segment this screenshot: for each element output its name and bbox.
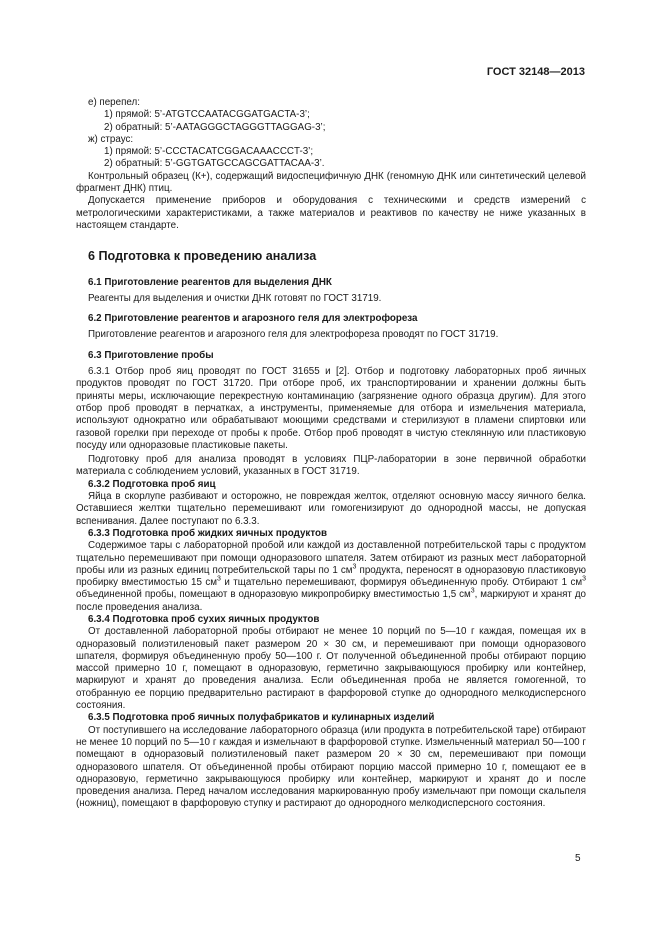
section-6-1-text: Реагенты для выделения и очистки ДНК готовят по ГОСТ 31719. — [88, 292, 382, 304]
section-6-1-title: 6.1 Приготовление реагентов для выделения ДНК — [88, 276, 332, 288]
text-run: Содержимое тары с лабораторной пробой или каждой из доставленной потребительской тары с продуктом тщательно перемешивают при помощи одноразового шпателя. Затем отбирают из разных мест лабораторной пробы или из разных единиц потребительской тары по 1 см — [76, 540, 586, 576]
superscript: 3 — [470, 588, 475, 596]
paragraph-equipment: Допускается применение приборов и оборудования с техническими и средств измерений с метрологическими характеристиками, а также материалов и реактивов по качеству не ниже указанных в настоящем стандарте. — [76, 195, 586, 231]
page-content — [76, 97, 586, 811]
section-6-3-1-text-2: Подготовку проб для анализа проводят в условиях ПЦР-лаборатории в зоне первичной обработки материала с соблюдением условий, указанных в ГОСТ 31719. — [76, 454, 586, 478]
paragraph-control-sample: Контрольный образец (К+), содержащий видоспецифичную ДНК (геномную ДНК или синтетический целевой фрагмент ДНК) птиц. — [76, 170, 586, 195]
section-6-3-5-title: 6.3.5 Подготовка проб яичных полуфабрикатов и кулинарных изделий — [88, 712, 435, 724]
section-6-3-4-text: От доставленной лабораторной пробы отбирают не менее 10 порций по 5—10 г каждая, помещая их в одноразовый полиэтиленовый пакет размером 20 × 30 см, и перемешивают при помощи одноразового шпателя, формируя объединенную пробу 50—100 г. От полученной объединенной пробы отбирают порцию массой примерно 10 г, помещают в одноразовую, герметично закрывающуюся пробирку или контейнер, маркируют и хранят до проведения анализа. Если объединенная проба не является гомогенной, то отобранную ее порцию предварительно растирают в фарфоровой ступке до однородного мелкодисперсного состояния. — [76, 626, 586, 712]
text-run: и тщательно перемешивают, формируя объединенную пробу. Отбирают 1 см — [220, 577, 583, 589]
list-item-quail: е) перепел: — [88, 97, 140, 108]
section-6-title: 6 Подготовка к проведению анализа — [88, 249, 317, 264]
section-6-3-3-title: 6.3.3 Подготовка проб жидких яичных продуктов — [88, 527, 328, 539]
superscript: 3 — [352, 563, 357, 571]
section-6-3-2-title: 6.3.2 Подготовка проб яиц — [88, 478, 216, 490]
primer-quail-reverse: 2) обратный: 5’-AATAGGGCTAGGGTTAGGAG-3’; — [104, 121, 326, 133]
section-6-2-text: Приготовление реагентов и агарозного геля для электрофореза проводят по ГОСТ 31719. — [88, 329, 499, 341]
page-number: 5 — [575, 853, 581, 864]
list-item-ostrich: ж) страус: — [88, 133, 134, 145]
primer-quail-forward: 1) прямой: 5’-ATGTCCAATACGGATGACTA-3’; — [104, 109, 310, 121]
primer-ostrich-forward: 1) прямой: 5’-CCCTACATCGGACAAACCCT-3’; — [104, 146, 314, 158]
text-run: объединенной пробы, помещают в одноразовую микропробирку вместимостью 1,5 см — [76, 589, 471, 601]
section-6-3-5-text: От поступившего на исследование лабораторного образца (или продукта в потребительской таре) отбирают не менее 10 порций по 5—10 г каждая и измельчают в фарфоровой ступке. Измельченный материал 50—100 г помещают в одноразовый полиэтиленовый пакет размером 20 × 30 см, перемешивают при помощи одноразового шпателя. От объединенной пробы отбирают порцию массой примерно 10 г, помещают ее в одноразовую, герметично закрывающуюся пробирку или контейнер, маркируют и хранят до и после проведения анализа. Перед началом исследования маркированную пробу измельчают при помощи скальпеля (ножниц), помещают в фарфоровую ступку и растирают до однородного мелкодисперсного состояния. — [76, 724, 586, 810]
section-6-3-3-text — [76, 540, 586, 614]
text-run: продукта, переносят в одноразовую пластиковую пробирку вместимостью 15 см — [76, 564, 586, 589]
superscript: 3 — [217, 575, 221, 583]
section-6-3-4-title: 6.3.4 Подготовка проб сухих яичных продуктов — [88, 613, 320, 625]
text-run: , маркируют и хранят до после проведения анализа. — [76, 589, 586, 613]
document-code: ГОСТ 32148—2013 — [486, 66, 585, 78]
section-6-3-2-text: Яйца в скорлупе разбивают и осторожно, не повреждая желток, отделяют основную массу яичного белка. Оставшиеся желтки тщательно перемешивают или гомогенизируют до однородной массы, не допуская вспенивания. Далее поступают по 6.3.3. — [76, 491, 586, 527]
primer-ostrich-reverse: 2) обратный: 5’-GGTGATGCCAGCGATTACAA-3’. — [104, 158, 325, 170]
section-6-2-title: 6.2 Приготовление реагентов и агарозного геля для электрофореза — [88, 313, 418, 325]
section-6-3-title: 6.3 Приготовление пробы — [88, 349, 214, 361]
section-6-3-1-text: 6.3.1 Отбор проб яиц проводят по ГОСТ 31655 и [2]. Отбор и подготовку лабораторных проб яичных продуктов проводят по ГОСТ 31720. При отборе проб, их транспортировании и хранении должны быть приняты меры, исключающие перекрестную контаминацию (загрязнение одного образца другим). Для этого отбор проб проводят в перчатках, а инструменты, применяемые для отбора и измельчения материала, используют однократно или обрабатывают моющими средствами и стерилизуют в пламени спиртовки или газовой горелки при переходе от пробы к пробе. Отбор проб проводят в чистую стеклянную или пластиковую посуду или одноразовые пластиковые пакеты. — [76, 366, 586, 451]
superscript: 3 — [582, 575, 586, 583]
